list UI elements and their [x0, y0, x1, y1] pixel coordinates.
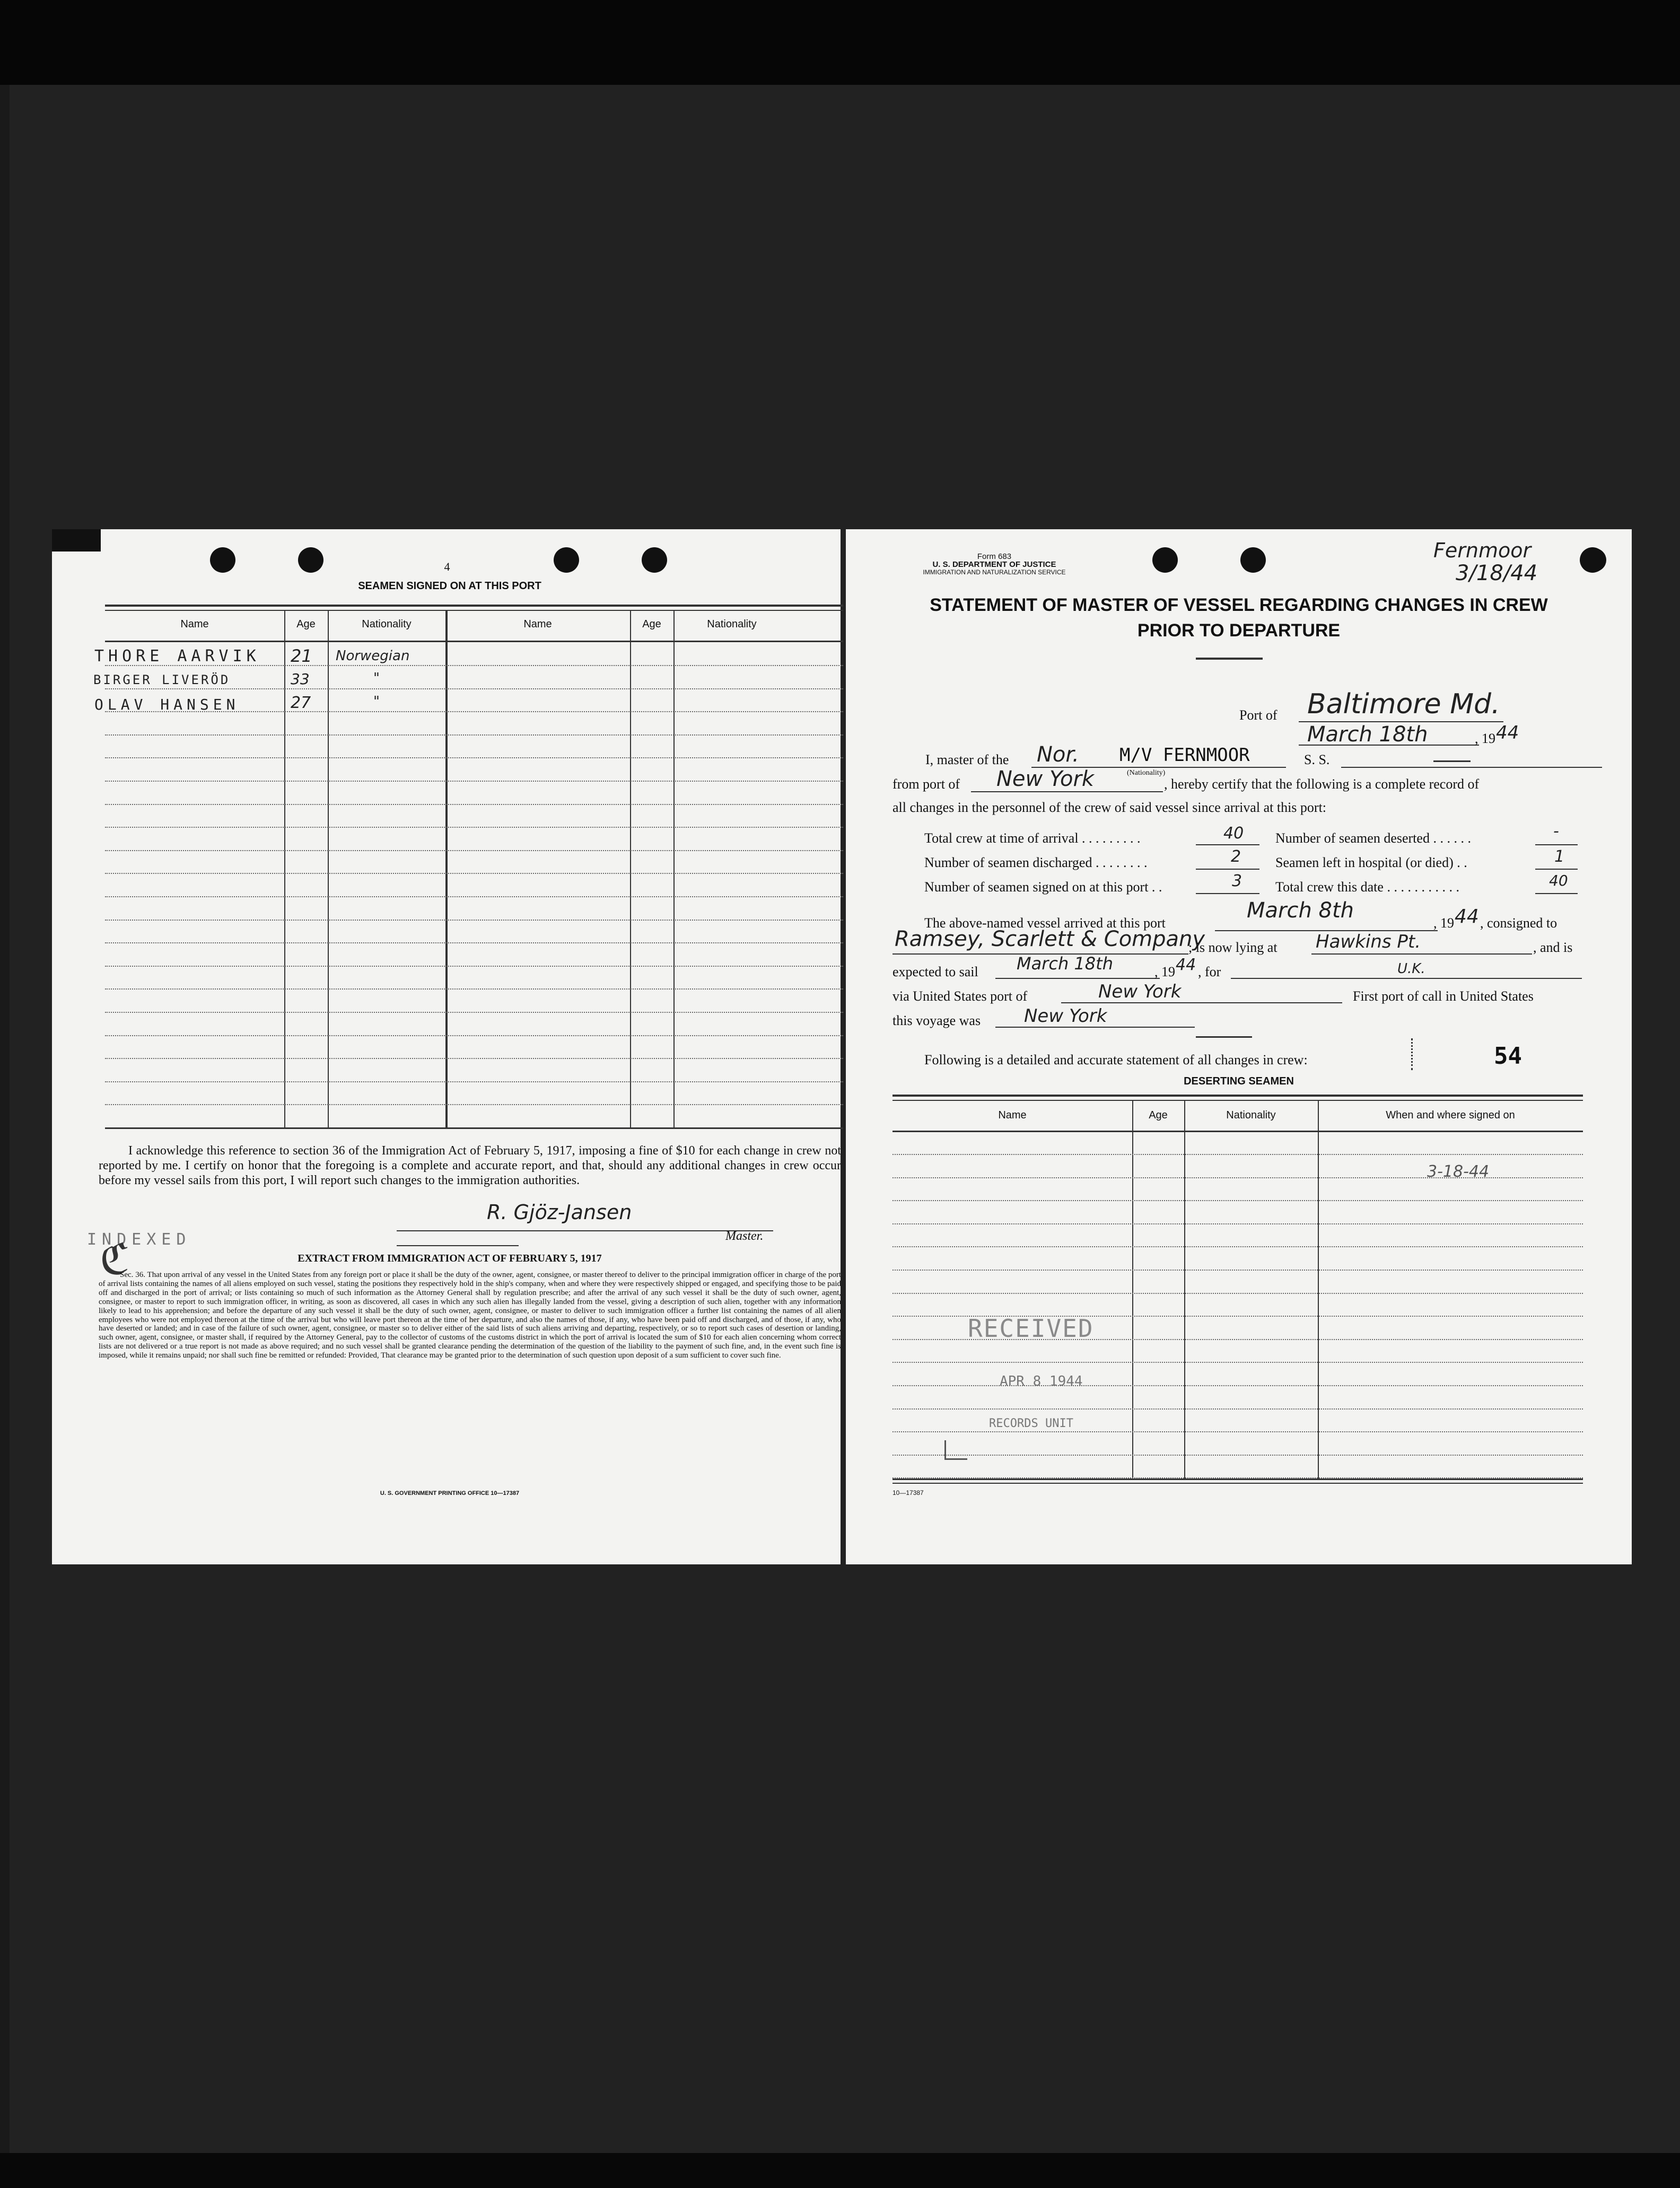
ss-line [1341, 767, 1602, 768]
form-title-line2: PRIOR TO DEPARTURE [1137, 620, 1341, 641]
film-bottom-border [0, 2153, 1680, 2188]
table-top-rule [892, 1095, 1583, 1097]
column-rule [673, 610, 675, 1127]
crew-age: 27 [291, 694, 311, 712]
row-rule [892, 1223, 1583, 1224]
table-top-rule [105, 610, 843, 611]
service: IMMIGRATION AND NATURALIZATION SERVICE [923, 568, 1066, 576]
punch-hole [1240, 547, 1266, 573]
crew-nationality: " [373, 694, 380, 710]
row-rule [105, 942, 843, 943]
stat-line [1196, 893, 1259, 894]
expected-year: 44 [1176, 956, 1196, 974]
col-nationality-header-2: Nationality [707, 618, 757, 630]
voyage-line [995, 1027, 1195, 1028]
expected-value: March 18th [1017, 953, 1113, 974]
punch-hole [1152, 547, 1178, 573]
from-port-label: from port of [892, 776, 960, 792]
stat-total-arrival-label: Total crew at time of arrival . . . . . . . . . [924, 830, 1141, 846]
first-port-label: First port of call in United States [1353, 988, 1534, 1004]
column-rule [1318, 1100, 1319, 1478]
master-prefix: I, master of the [925, 752, 1009, 767]
received-date: APR 8 1944 [1000, 1373, 1083, 1389]
stat-signed-on-label: Number of seamen signed on at this port . . [924, 879, 1162, 895]
and-is: , and is [1533, 940, 1573, 955]
row-rule [105, 781, 843, 782]
expected-line [995, 978, 1160, 979]
punch-hole [642, 547, 667, 573]
crew-name: OLAV HANSEN [94, 696, 240, 713]
consigned-label: , consigned to [1480, 915, 1558, 931]
stat-hospital-label: Seamen left in hospital (or died) . . [1275, 855, 1467, 870]
row-rule [105, 734, 843, 736]
stat-total-date-label: Total crew this date . . . . . . . . . . . [1275, 879, 1459, 895]
col-name-header: Name [998, 1109, 1027, 1121]
all-changes-text: all changes in the personnel of the crew of said vessel since arrival at this port: [892, 800, 1327, 815]
stamp-corner [944, 1440, 967, 1460]
row-rule [892, 1200, 1583, 1201]
date-line [1299, 745, 1479, 746]
stat-hospital-value: 1 [1554, 847, 1565, 866]
ss-dash [1433, 760, 1471, 762]
voyage-rule [1196, 1036, 1252, 1038]
punch-hole [210, 547, 235, 573]
margin-mark [1411, 1038, 1417, 1070]
for-line [1231, 978, 1582, 979]
via-line [1061, 1002, 1342, 1003]
stat-line [1196, 844, 1259, 845]
row-rule [892, 1431, 1583, 1432]
via-label: via United States port of [892, 988, 1028, 1004]
corner-tab [52, 529, 101, 552]
row-rule [105, 804, 843, 805]
vessel-name: M/V FERNMOOR [1119, 745, 1250, 766]
expected-label: expected to sail [892, 964, 978, 979]
nationality-value: Nor. [1037, 742, 1079, 767]
title-rule [1196, 658, 1263, 660]
punch-hole [298, 547, 323, 573]
column-rule [445, 610, 448, 1127]
table-bottom-rule [892, 1483, 1583, 1484]
voyage-value: New York [1024, 1005, 1107, 1027]
when-entry: 3-18-44 [1427, 1162, 1490, 1181]
row-rule [892, 1385, 1583, 1386]
table-bottom-rule [105, 1127, 843, 1129]
row-rule [105, 827, 843, 828]
stat-total-arrival-value: 40 [1223, 824, 1244, 843]
column-rule [328, 610, 329, 1127]
stat-deserted-value: - [1553, 822, 1559, 841]
table-bottom-rule [892, 1478, 1583, 1480]
stat-discharged-label: Number of seamen discharged . . . . . . . . [924, 855, 1148, 870]
row-rule [105, 688, 843, 689]
stat-signed-on-value: 3 [1232, 872, 1242, 890]
punch-hole [1583, 548, 1606, 572]
section-title: SEAMEN SIGNED ON AT THIS PORT [358, 580, 541, 592]
expected-year-prefix: , 19 [1154, 964, 1175, 979]
for-label: , for [1198, 964, 1221, 979]
crew-name: THORE AARVIK [94, 647, 260, 666]
row-rule [892, 1408, 1583, 1410]
film-top-border [0, 0, 1680, 85]
for-value: U.K. [1397, 961, 1425, 977]
nationality-caption: (Nationality) [1127, 769, 1166, 777]
year-prefix: , 19 [1475, 731, 1495, 746]
col-age-header-2: Age [642, 618, 661, 630]
col-nationality-header: Nationality [362, 618, 412, 630]
row-rule [892, 1154, 1583, 1155]
crew-age: 33 [291, 670, 310, 688]
row-rule [105, 896, 843, 897]
table-top-rule [105, 605, 843, 607]
department: U. S. DEPARTMENT OF JUSTICE [932, 560, 1056, 569]
initials-mark: ℭ [100, 1235, 130, 1284]
form-number: Form 683 [977, 552, 1012, 561]
crew-nationality: Norwegian [336, 648, 410, 664]
form-header [867, 553, 1122, 576]
corner-note: Fernmoor [1433, 539, 1532, 562]
deserting-title: DESERTING SEAMEN [1184, 1075, 1294, 1087]
master-label: Master. [725, 1229, 764, 1243]
row-rule [105, 966, 843, 967]
col-when-where-header: When and where signed on [1386, 1109, 1515, 1121]
lying-label: ; is now lying at [1188, 940, 1278, 955]
row-rule [105, 1035, 843, 1036]
received-stamp: RECEIVED [968, 1314, 1094, 1343]
port-value: Baltimore Md. [1307, 688, 1500, 720]
stat-total-date-value: 40 [1549, 872, 1568, 889]
row-rule [105, 920, 843, 921]
punch-hole [554, 547, 579, 573]
stat-line [1535, 869, 1578, 870]
master-signature: R. Gjöz-Jansen [487, 1201, 632, 1224]
column-rule [630, 610, 631, 1127]
year-value: 44 [1496, 722, 1519, 743]
corner-date: 3/18/44 [1456, 561, 1538, 585]
row-rule [105, 1081, 843, 1082]
certify-text: , hereby certify that the following is a complete record of [1164, 776, 1480, 792]
extract-text: Sec. 36. That upon arrival of any vessel in the United States from any foreign port or place it shall be the duty of the owner, agent, consignee, or master thereof to deliver to the principal immigration officer in charge of the port of arrival lists containing the names of all aliens employed on such vessel, stating the positions they respectively hold in the ship's company, when and where they were respectively shipped or engaged, and specifying those to be paid off and discharged in the port of arrival; or lists containing so much of such information as the Attorney General shall by regulation prescribe; and after the arrival of any such vessel it shall be the duty of such owner, agent, consignee, or master to report to such immigration officer, in writing, as soon as discovered, all cases in which any such alien has illegally landed from the vessel, giving a description of such alien, together with any information likely to lead to his apprehension; and before the departure of any such vessel it shall be the duty of such owner, agent, consignee, or master to deliver to such immigration officer a further list containing the names of all alien employees who were not employed thereon at the time of the arrival but who will leave port thereon at the time of her departure, and also the names of those, if any, who have been paid off and discharged, and of those, if any, who have deserted or landed; and in case of the failure of such owner, agent, consignee, or master so to deliver either of the said lists of such aliens arriving and departing, respectively, or so to report such cases of desertion or landing, such owner, agent, consignee, or master shall, if required by the Attorney General, pay to the collector of customs of the customs district in which the port of arrival is located the sum of $10 for each alien concerning whom correct lists are not delivered or a true report is not made as above required; and no such vessel shall be granted clearance pending the determination of the question of the liability to the payment of such fine, and, in the event such fine is imposed, while it remains unpaid; nor shall such fine be remitted or refunded: Provided, That clearance may be granted prior to the determination of such question upon deposit of a sum sufficient to cover such fine. [99, 1271, 841, 1360]
records-unit: RECORDS UNIT [989, 1417, 1073, 1430]
acknowledgement-text: I acknowledge this reference to section 36 of the Immigration Act of February 5, 1917, imposing a fine of $10 for each change in crew not reported by me. I certify on honor that the foregoing is a complete and accurate report, and that, should any additional changes in crew occur before my vessel sails from this port, I will report such changes to the immigration authorities. [99, 1144, 841, 1187]
printer-line: 10—17387 [892, 1489, 924, 1496]
col-nationality-header: Nationality [1226, 1109, 1276, 1121]
arrived-year-prefix: , 19 [1433, 915, 1454, 931]
crew-age: 21 [291, 646, 312, 666]
signature-line [397, 1230, 773, 1231]
date-value: March 18th [1307, 722, 1428, 747]
stat-line [1535, 893, 1578, 894]
row-rule [105, 850, 843, 851]
page-number: 4 [444, 560, 450, 573]
stat-deserted-label: Number of seamen deserted . . . . . . [1275, 830, 1471, 846]
ss-label: S. S. [1304, 752, 1330, 767]
table-header-rule [892, 1131, 1583, 1132]
printer-line: U. S. GOVERNMENT PRINTING OFFICE 10—17387 [380, 1490, 520, 1496]
via-value: New York [1098, 981, 1182, 1002]
table-header-rule [105, 641, 843, 642]
extract-title: EXTRACT FROM IMMIGRATION ACT OF FEBRUARY 5, 1917 [298, 1253, 602, 1264]
title-rule [397, 1245, 519, 1246]
row-rule [105, 1058, 843, 1059]
lying-line [1311, 953, 1532, 955]
row-rule [892, 1362, 1583, 1363]
column-rule [1132, 1100, 1133, 1478]
left-page [52, 529, 841, 1564]
column-rule [284, 610, 285, 1127]
row-rule [105, 988, 843, 990]
right-page [846, 529, 1632, 1564]
row-rule [892, 1246, 1583, 1247]
arrived-value: March 8th [1247, 898, 1354, 923]
stat-line [1535, 844, 1578, 845]
row-rule [892, 1477, 1583, 1478]
from-port-value: New York [996, 767, 1095, 791]
following-label: Following is a detailed and accurate statement of all changes in crew: [924, 1052, 1308, 1067]
row-rule [105, 757, 843, 758]
arrived-year: 44 [1455, 906, 1479, 927]
row-rule [892, 1293, 1583, 1294]
col-age-header: Age [296, 618, 316, 630]
arrived-label: The above-named vessel arrived at this port [924, 915, 1166, 931]
row-rule [105, 1012, 843, 1013]
crew-nationality: " [373, 670, 380, 686]
row-rule [892, 1455, 1583, 1456]
col-name-header-2: Name [523, 618, 552, 630]
form-title-line1: STATEMENT OF MASTER OF VESSEL REGARDING CHANGES IN CREW [930, 595, 1548, 615]
stat-discharged-value: 2 [1231, 847, 1241, 866]
row-rule [105, 873, 843, 874]
voyage-label: this voyage was [892, 1013, 981, 1028]
from-port-line [971, 791, 1163, 792]
col-age-header: Age [1149, 1109, 1168, 1121]
page-count: 54 [1494, 1043, 1522, 1070]
lying-value: Hawkins Pt. [1316, 931, 1421, 952]
consignee-value: Ramsey, Scarlett & Company [895, 927, 1205, 951]
indexed-stamp: INDEXED [87, 1230, 191, 1249]
row-rule [892, 1270, 1583, 1271]
column-rule [1184, 1100, 1185, 1478]
stat-line [1196, 869, 1259, 870]
col-name-header: Name [180, 618, 209, 630]
row-rule [105, 1104, 843, 1105]
crew-name: BIRGER LIVERÖD [93, 672, 231, 687]
table-top-rule [892, 1100, 1583, 1101]
port-label: Port of [1239, 707, 1278, 723]
